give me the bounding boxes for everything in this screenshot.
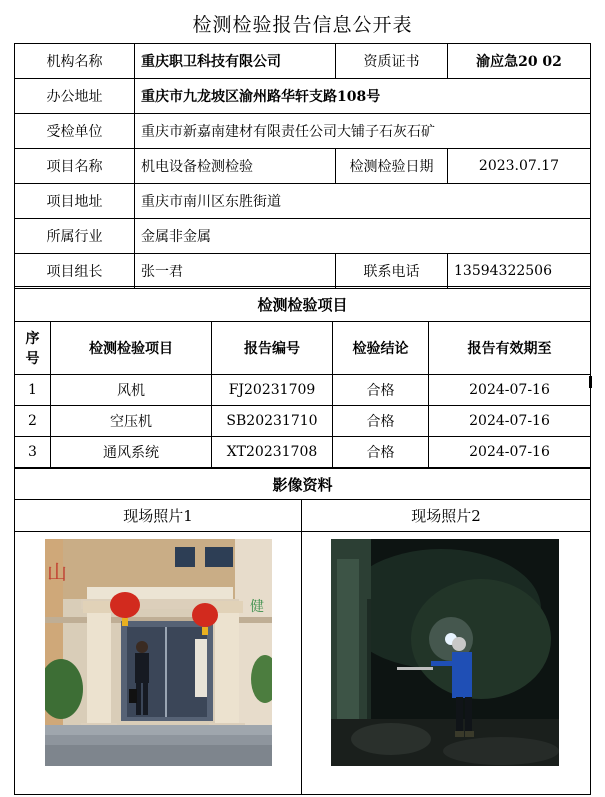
photo1-label: 现场照片1 bbox=[15, 500, 302, 532]
sign-fragment-right: 健 bbox=[250, 599, 264, 615]
row-report: XT20231708 bbox=[212, 437, 333, 468]
header-item: 检测检验项目 bbox=[51, 322, 212, 375]
org-row bbox=[15, 44, 591, 79]
sign-fragment-left: 山 bbox=[47, 560, 67, 584]
row-valid: 2024-07-16 bbox=[429, 406, 591, 437]
table-row bbox=[15, 406, 591, 437]
client-row bbox=[15, 114, 591, 149]
date-value: 2023.07.17 bbox=[448, 149, 591, 184]
cert-value: 渝应急20 02 bbox=[448, 44, 591, 79]
table-row bbox=[15, 375, 591, 406]
header-no: 序号 bbox=[15, 322, 51, 375]
row-item: 风机 bbox=[51, 375, 212, 406]
leader-value: 张一君 bbox=[135, 254, 336, 289]
mine-inspection-image bbox=[331, 539, 559, 766]
addr-row bbox=[15, 79, 591, 114]
row-valid: 2024-07-16 bbox=[429, 375, 591, 406]
header-result: 检验结论 bbox=[333, 322, 429, 375]
org-value: 重庆职卫科技有限公司 bbox=[135, 44, 336, 79]
header-report: 报告编号 bbox=[212, 322, 333, 375]
row-report: FJ20231709 bbox=[212, 375, 333, 406]
addr-value: 重庆市九龙坡区渝州路华轩支路108号 bbox=[135, 79, 591, 114]
page-title: 检测检验报告信息公开表 bbox=[192, 14, 413, 36]
margin-marker bbox=[589, 376, 592, 388]
phone-value: 13594322506 bbox=[448, 254, 591, 289]
row-valid: 2024-07-16 bbox=[429, 437, 591, 468]
site-row bbox=[15, 184, 591, 219]
table-row bbox=[15, 437, 591, 468]
addr-label: 办公地址 bbox=[15, 79, 135, 114]
row-item: 空压机 bbox=[51, 406, 212, 437]
date-label: 检测检验日期 bbox=[336, 149, 448, 184]
project-value: 机电设备检测检验 bbox=[135, 149, 336, 184]
leader-label: 项目组长 bbox=[15, 254, 135, 289]
row-no: 2 bbox=[15, 406, 51, 437]
row-result: 合格 bbox=[333, 437, 429, 468]
row-result: 合格 bbox=[333, 375, 429, 406]
project-label: 项目名称 bbox=[15, 149, 135, 184]
row-result: 合格 bbox=[333, 406, 429, 437]
org-label: 机构名称 bbox=[15, 44, 135, 79]
row-no: 3 bbox=[15, 437, 51, 468]
phone-label: 联系电话 bbox=[336, 254, 448, 289]
industry-label: 所属行业 bbox=[15, 219, 135, 254]
building-entrance-image bbox=[45, 539, 272, 766]
row-report: SB20231710 bbox=[212, 406, 333, 437]
site-photo-2 bbox=[331, 539, 559, 766]
leader-row bbox=[15, 254, 591, 289]
info-table bbox=[14, 43, 591, 289]
header-valid: 报告有效期至 bbox=[429, 322, 591, 375]
cert-label: 资质证书 bbox=[336, 44, 448, 79]
project-row bbox=[15, 149, 591, 184]
industry-row bbox=[15, 219, 591, 254]
client-label: 受检单位 bbox=[15, 114, 135, 149]
client-value: 重庆市新嘉南建材有限责任公司大铺子石灰石矿 bbox=[135, 114, 591, 149]
items-table bbox=[14, 286, 591, 468]
items-section-title: 检测检验项目 bbox=[15, 287, 591, 322]
industry-value: 金属非金属 bbox=[135, 219, 591, 254]
site-value: 重庆市南川区东胜街道 bbox=[135, 184, 591, 219]
row-no: 1 bbox=[15, 375, 51, 406]
images-section-title: 影像资料 bbox=[15, 469, 591, 500]
photo2-label: 现场照片2 bbox=[302, 500, 591, 532]
site-photo-1 bbox=[45, 539, 272, 766]
items-header-row bbox=[15, 322, 591, 375]
row-item: 通风系统 bbox=[51, 437, 212, 468]
site-label: 项目地址 bbox=[15, 184, 135, 219]
